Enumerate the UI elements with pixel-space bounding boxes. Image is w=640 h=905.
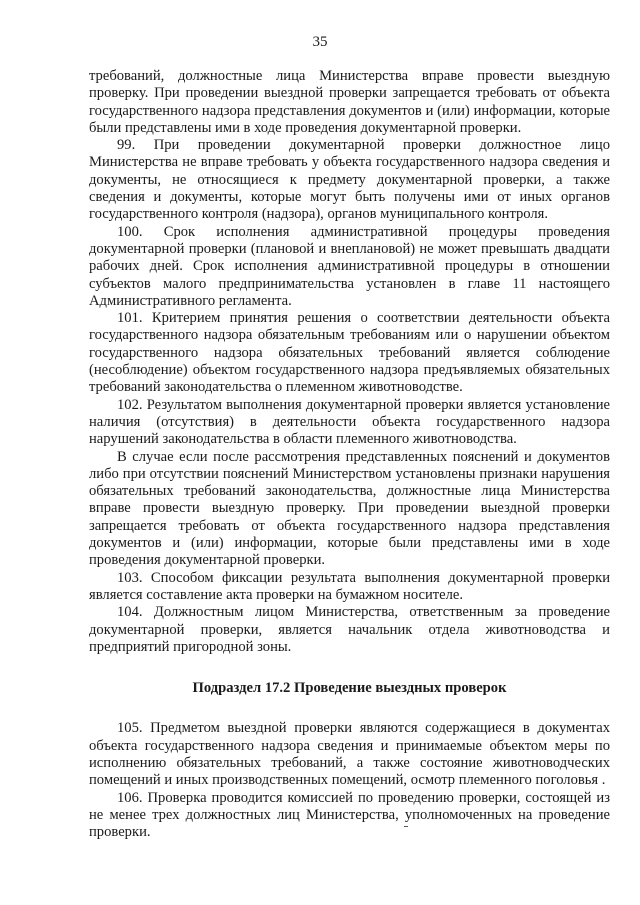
document-body [89, 68, 610, 841]
paragraph-106: 106. Проверка проводится комиссией по проведению проверки, состоящей из не менее трех должностных лиц Министерства, уполномоченных на проведение проверки. [89, 789, 610, 841]
paragraph-101: 101. Критерием принятия решения о соответствии деятельности объекта государственного надзора обязательным требованиям или о нарушении объектом государственного надзора обязательных требований является соблюдение (несоблюдение) объектом государственного надзора предъявляемых обязательных требований законодательства о племенном животноводстве. [89, 310, 610, 396]
scan-mark [404, 826, 408, 827]
paragraph-103: 103. Способом фиксации результата выполнения документарной проверки является составление акта проверки на бумажном носителе. [89, 569, 610, 603]
paragraph-100: 100. Срок исполнения административной процедуры проведения документарной проверки (плановой и внеплановой) не может превышать двадцати рабочих дней. Срок исполнения административной процедуры в отношении субъектов малого предпринимательства установлен в главе 11 настоящего Административного регламента. [89, 223, 610, 309]
paragraph-104: 104. Должностным лицом Министерства, ответственным за проведение документарной проверки, является начальник отдела животноводства и предприятий пригородной зоны. [89, 604, 610, 655]
section-heading: Подраздел 17.2 Проведение выездных проверок [192, 680, 507, 697]
paragraph-99: 99. При проведении документарной проверки должностное лицо Министерства не вправе требовать у объекта государственного надзора сведения и документы, не относящиеся к предмету документарной проверки, а также сведения и документы, которые могут быть получены ими от иных органов государственного контроля (надзора), органов муниципального контроля. [89, 137, 610, 223]
paragraph-105: 105. Предметом выездной проверки являются содержащиеся в документах объекта государственного надзора сведения и принимаемые объектом меры по исполнению обязательных требований, а также состояние животноводческих помещений и иных производственных помещений, осмотр племенного поголовья . [89, 720, 610, 789]
paragraph-102: 102. Результатом выполнения документарной проверки является установление наличия (отсутствия) в деятельности объекта государственного надзора нарушений законодательства в области племенного животноводства. [89, 396, 610, 448]
page-number: 35 [312, 34, 328, 50]
paragraph-102-continuation: В случае если после рассмотрения представленных пояснений и документов либо при отсутствии пояснений Министерством установлены признаки нарушения обязательных требований законодательства, должностные лица Министерства вправе провести выездную проверку. При проведении выездной проверки запрещается требовать от объекта государственного надзора представления документов и (или) информации, которые были представлены ими в ходе проведения документарной проверки. [89, 448, 610, 569]
paragraph-continuation: требований, должностные лица Министерства вправе провести выездную проверку. При проведении выездной проверки запрещается требовать от объекта государственного надзора представления документов и (или) информации, которые были представлены ими в ходе проведения документарной проверки. [89, 68, 610, 136]
